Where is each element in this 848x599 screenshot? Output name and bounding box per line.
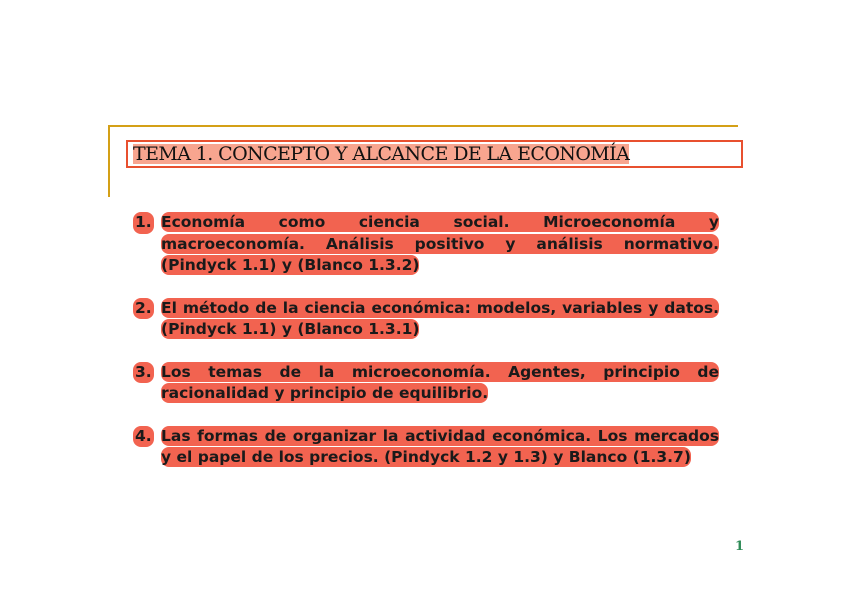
topic-text: Economía como ciencia social. Microeconomía y macroeconomía. Análisis positivo y análisis normativo. (Pindyck 1.1) y (Blanco 1.3.2) (161, 213, 719, 274)
topic-text: Los temas de la microeconomía. Agentes, principio de racionalidad y principio de equilibrio. (161, 362, 719, 402)
topic-item-1 (133, 212, 719, 277)
topic-item-2 (133, 298, 719, 341)
topic-number: 3. (133, 362, 154, 384)
topic-number: 1. (133, 212, 154, 234)
topic-item-4 (133, 426, 719, 469)
topic-number: 4. (133, 426, 154, 448)
accent-line-horizontal (108, 125, 738, 127)
topic-text: Las formas de organizar la actividad económica. Los mercados y el papel de los precios. (Pindyck 1.2 y 1.3) y Blanco (1.3.7) (161, 426, 719, 466)
slide-title: TEMA 1. CONCEPTO Y ALCANCE DE LA ECONOMÍA (133, 143, 630, 165)
page-number: 1 (735, 539, 745, 554)
topic-item-3 (133, 362, 719, 405)
topic-text: El método de la ciencia económica: modelos, variables y datos. (Pindyck 1.1) y (Blanco 1.3.1) (161, 298, 719, 338)
topic-number: 2. (133, 298, 154, 320)
topic-list (133, 212, 719, 490)
title-box (126, 140, 743, 168)
accent-line-vertical (108, 125, 110, 197)
